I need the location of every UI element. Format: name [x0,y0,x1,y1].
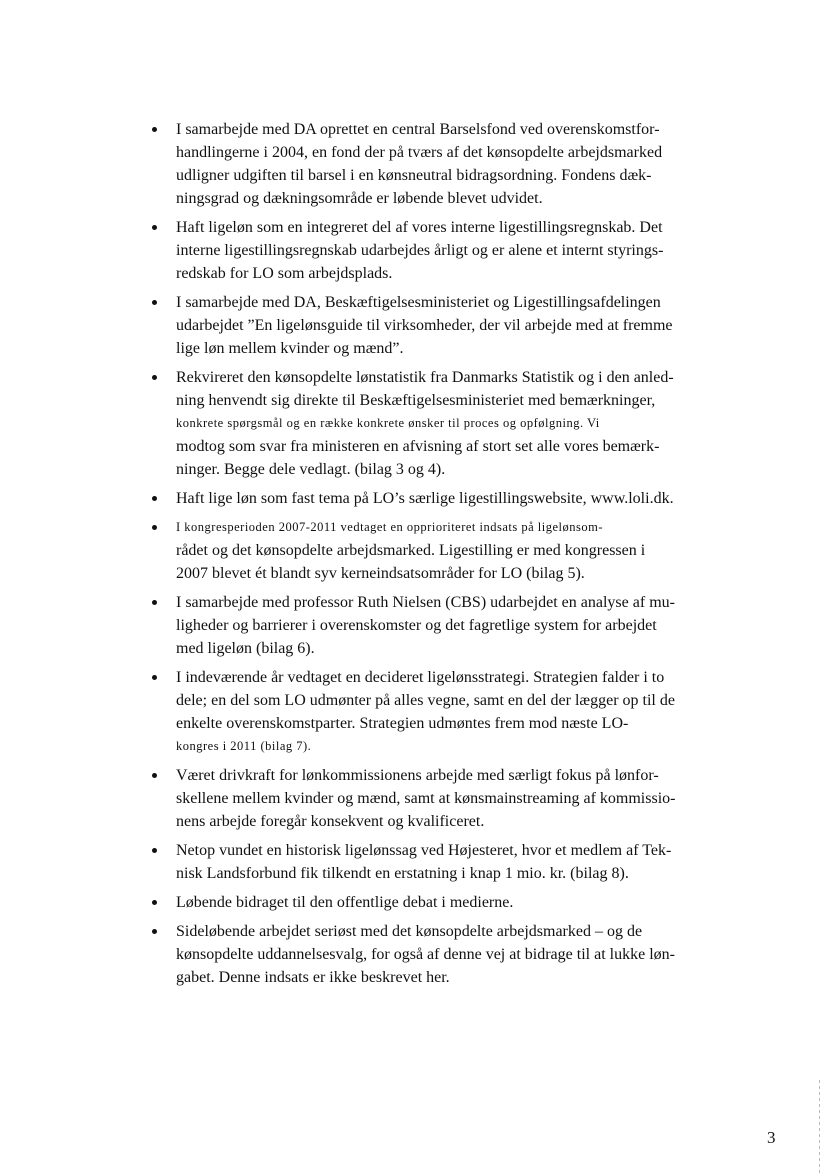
bullet-dot-icon [152,900,157,905]
bullet-dot-icon [152,127,157,132]
bullet-line: I indeværende år vedtaget en decideret ligelønsstrategi. Strategien falder i to [176,669,665,686]
bullet-line: nens arbejde foregår konsekvent og kvalificeret. [176,813,485,830]
bullet-line: med ligeløn (bilag 6). [176,640,315,657]
bullet-line: Været drivkraft for lønkommissionens arbejde med særligt fokus på lønfor- [176,767,659,784]
bullet-list [143,118,703,995]
bullet-line: ninger. Begge dele vedlagt. (bilag 3 og 4). [176,461,446,478]
bullet-line: interne ligestillingsregnskab udarbejdes årligt og er alene et internt styrings- [176,242,664,259]
bullet-line: I samarbejde med professor Ruth Nielsen (CBS) udarbejdet en analyse af mu- [176,594,675,611]
bullet-item [143,118,703,210]
bullet-dot-icon [152,300,157,305]
bullet-line: rådet og det kønsopdelte arbejdsmarked. Ligestilling er med kongressen i [176,542,646,559]
bullet-line: ligheder og barrierer i overenskomster og det fagretlige system for arbejdet [176,617,657,634]
bullet-item [143,487,703,510]
bullet-line: kønsopdelte uddannelsesvalg, for også af denne vej at bidrage til at lukke løn- [176,946,675,963]
bullet-line: skellene mellem kvinder og mænd, samt at kønsmainstreaming af kommissio- [176,790,676,807]
bullet-line: I samarbejde med DA, Beskæftigelsesministeriet og Ligestillingsafdelingen [176,294,661,311]
bullet-dot-icon [152,675,157,680]
bullet-line: nisk Landsforbund fik tilkendt en erstatning i knap 1 mio. kr. (bilag 8). [176,865,629,882]
bullet-line: udligner udgiften til barsel i en kønsneutral bidragsordning. Fondens dæk- [176,167,652,184]
bullet-line: Haft lige løn som fast tema på LO’s særlige ligestillingswebsite, www.loli.dk. [176,490,674,507]
bullet-item [143,366,703,481]
bullet-line: udarbejdet ”En ligelønsguide til virksomheder, der vil arbejde med at fremme [176,317,673,334]
bullet-item [143,291,703,360]
bullet-line: ning henvendt sig direkte til Beskæftigelsesministeriet med bemærkninger, [176,392,656,409]
bullet-line: enkelte overenskomstparter. Strategien udmøntes frem mod næste LO- [176,715,629,732]
bullet-line: dele; en del som LO udmønter på alles vegne, samt en del der lægger op til de [176,692,675,709]
bullet-line: redskab for LO som arbejdsplads. [176,265,393,282]
bullet-line: lige løn mellem kvinder og mænd”. [176,340,404,357]
bullet-item [143,891,703,914]
bullet-item [143,591,703,660]
bullet-line: konkrete spørgsmål og en række konkrete ønsker til proces og opfølgning. Vi [176,416,600,430]
bullet-line: ningsgrad og dækningsområde er løbende blevet udvidet. [176,190,543,207]
bullet-item [143,920,703,989]
bullet-dot-icon [152,600,157,605]
page-number: 3 [767,1128,776,1147]
bullet-line: Løbende bidraget til den offentlige debat i medierne. [176,894,514,911]
bullet-dot-icon [152,496,157,501]
bullet-line: gabet. Denne indsats er ikke beskrevet her. [176,969,450,986]
bullet-line: I samarbejde med DA oprettet en central Barselsfond ved overenskomstfor- [176,121,660,138]
bullet-item [143,516,703,585]
bullet-dot-icon [152,375,157,380]
scan-edge-mark [819,1080,820,1173]
bullet-dot-icon [152,929,157,934]
bullet-line: Sideløbende arbejdet seriøst med det kønsopdelte arbejdsmarked – og de [176,923,643,940]
bullet-line: Rekvireret den kønsopdelte lønstatistik fra Danmarks Statistik og i den anled- [176,369,674,386]
bullet-item [143,216,703,285]
bullet-item [143,666,703,758]
bullet-dot-icon [152,848,157,853]
bullet-line: Netop vundet en historisk ligelønssag ved Højesteret, hvor et medlem af Tek- [176,842,672,859]
bullet-dot-icon [152,773,157,778]
bullet-item [143,764,703,833]
bullet-line: I kongresperioden 2007-2011 vedtaget en opprioriteret indsats på ligelønsom- [176,520,604,534]
bullet-line: handlingerne i 2004, en fond der på tværs af det kønsopdelte arbejdsmarked [176,144,663,161]
bullet-dot-icon [152,225,157,230]
bullet-line: modtog som svar fra ministeren en afvisning af stort set alle vores bemærk- [176,438,660,455]
bullet-line: kongres i 2011 (bilag 7). [176,739,312,753]
bullet-line: Haft ligeløn som en integreret del af vores interne ligestillingsregnskab. Det [176,219,663,236]
bullet-dot-icon [152,525,157,530]
bullet-line: 2007 blevet ét blandt syv kerneindsatsområder for LO (bilag 5). [176,565,585,582]
bullet-item [143,839,703,885]
